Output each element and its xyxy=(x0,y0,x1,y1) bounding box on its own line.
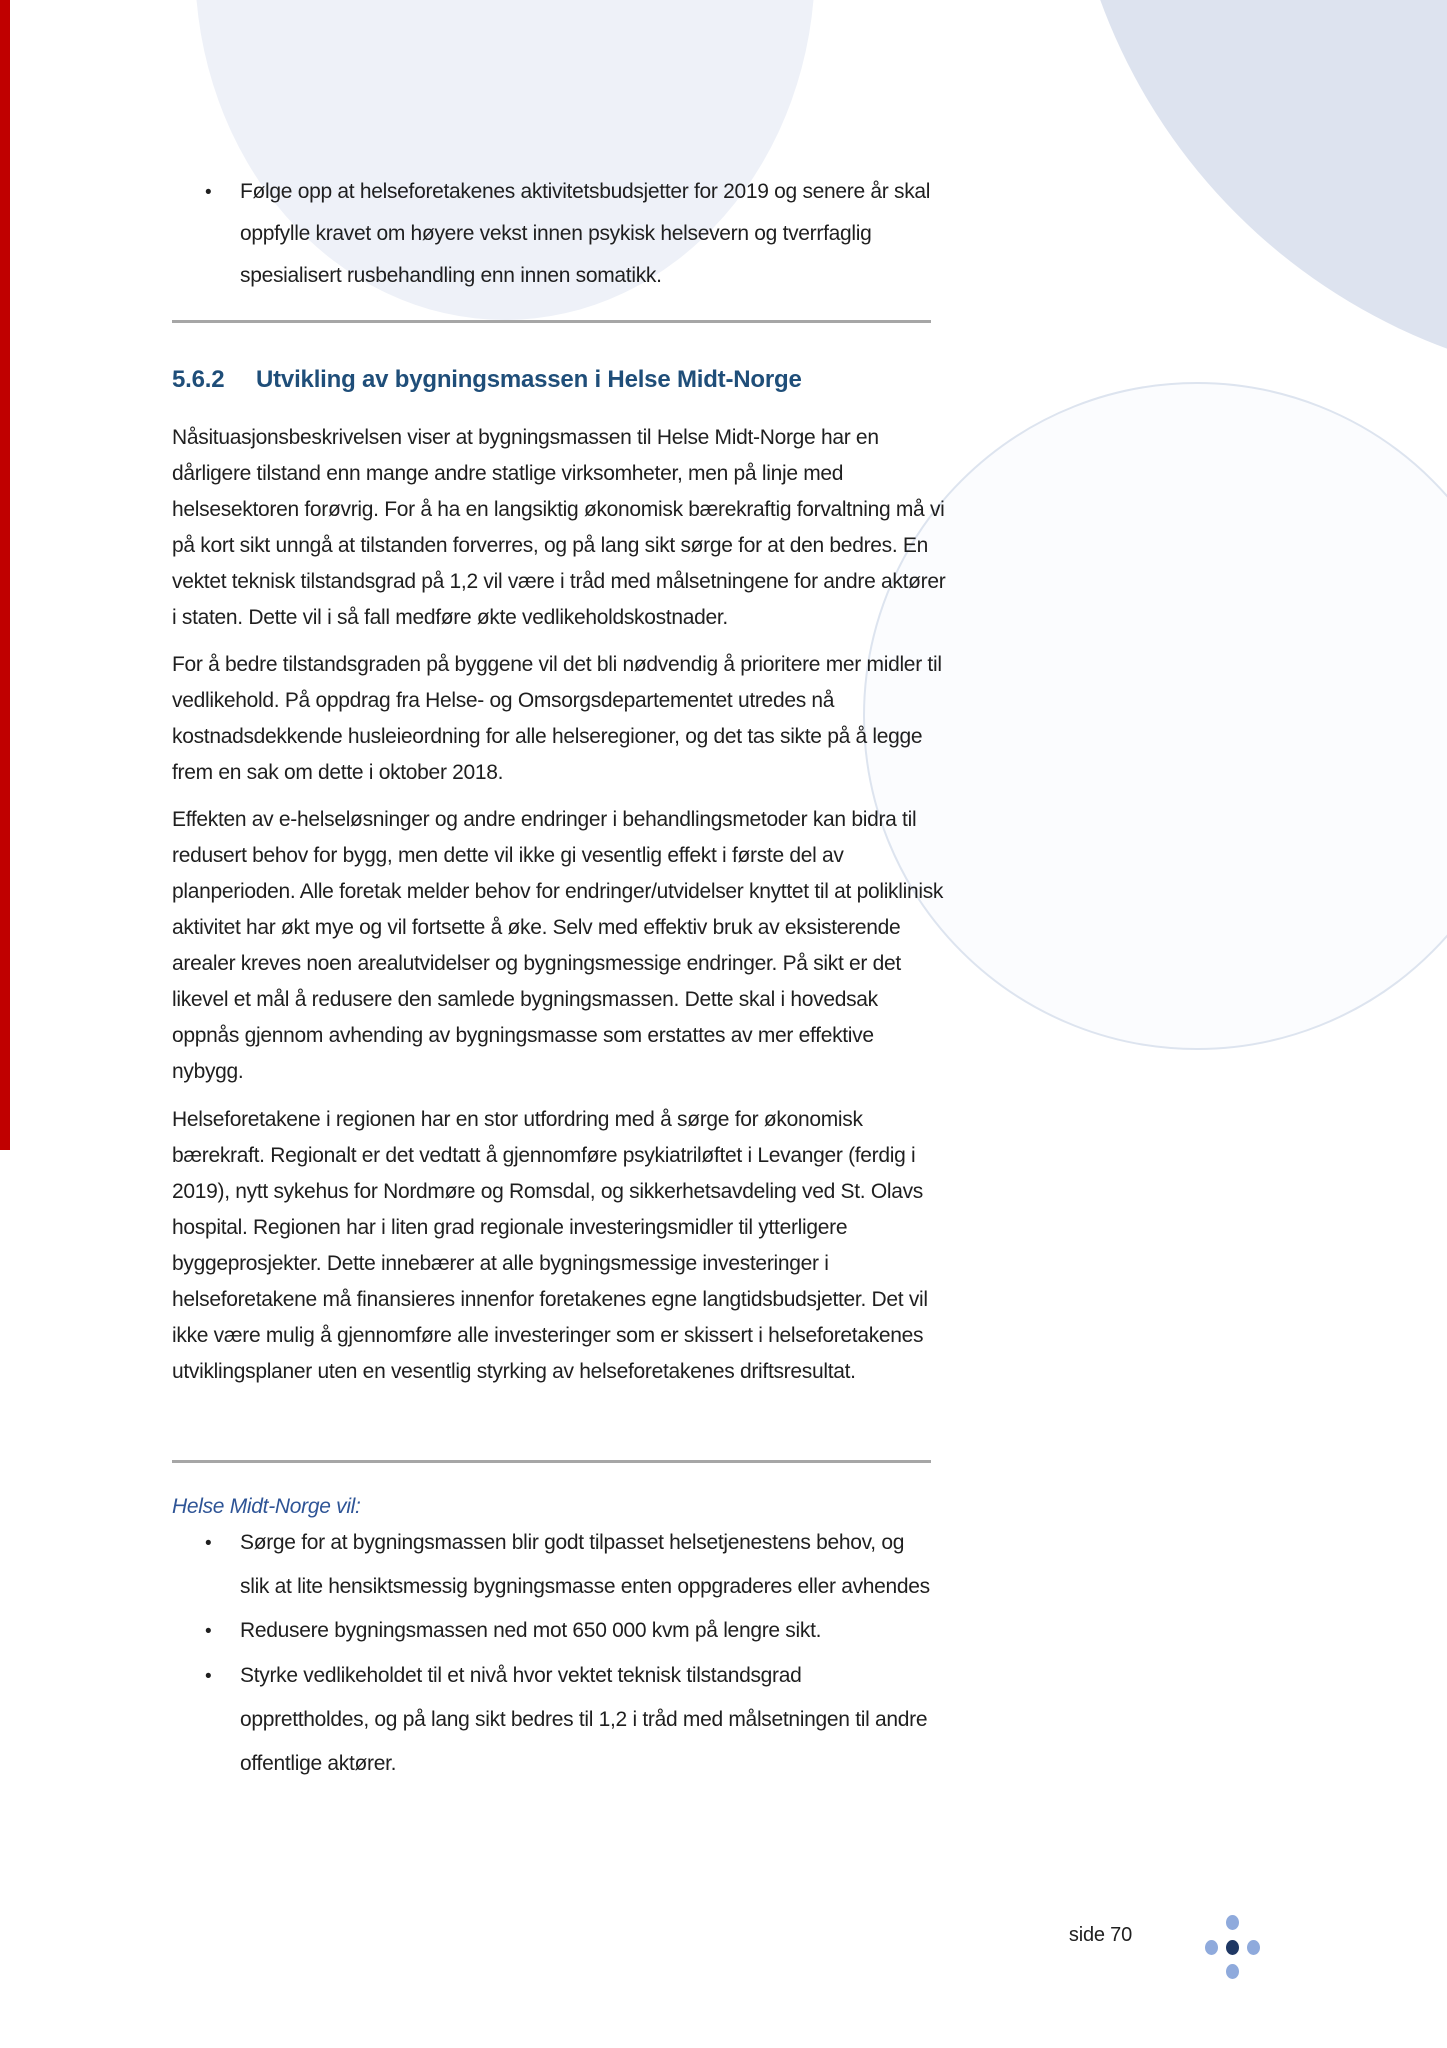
decorative-circle-right xyxy=(863,382,1447,1050)
logo-dot-left xyxy=(1205,1940,1218,1955)
goal-item-text: Sørge for at bygningsmassen blir godt tilpasset helsetjenestens behov, og slik at lite hensiktsmessig bygningsmasse enten oppgraderes eller avhendes xyxy=(240,1531,930,1598)
section-number: 5.6.2 xyxy=(172,366,225,393)
intro-bullet-text: Følge opp at helseforetakenes aktivitetsbudsjetter for 2019 og senere år skal oppfylle kravet om høyere vekst innen psykisk helsevern og tverrfaglig spesialisert rusbehandling enn innen somatikk. xyxy=(240,180,931,287)
goal-item-text: Styrke vedlikeholdet til et nivå hvor vektet teknisk tilstandsgrad opprettholdes, og på lang sikt bedres til 1,2 i tråd med målsetningen til andre offentlige aktører. xyxy=(240,1664,928,1775)
helse-midt-norge-dots-logo xyxy=(1203,1913,1263,1983)
decorative-circle-top-right xyxy=(1065,0,1447,385)
bullet-dot-icon: • xyxy=(205,182,212,203)
body-paragraph-2: For å bedre tilstandsgraden på byggene vil det bli nødvendig å prioritere mer midler til vedlikehold. På oppdrag fra Helse- og Omsorgsdepartementet utredes nå kostnadsdekkende husleieordning for alle helseregioner, og det tas sikte på å legge frem en sak om dette i oktober 2018. xyxy=(172,653,942,784)
logo-dot-right xyxy=(1247,1940,1260,1955)
goal-item xyxy=(172,1654,933,1786)
logo-dot-top xyxy=(1226,1915,1239,1930)
goal-item xyxy=(172,1609,933,1654)
goal-item xyxy=(172,1521,933,1609)
goal-item-text: Redusere bygningsmassen ned mot 650 000 kvm på lengre sikt. xyxy=(240,1619,822,1642)
body-paragraph-4: Helseforetakene i regionen har en stor utfordring med å sørge for økonomisk bærekraft. Regionalt er det vedtatt å gjennomføre psykiatriløftet i Levanger (ferdig i 2019), nytt sykehus for Nordmøre og Romsdal, og sikkerhetsavdeling ved St. Olavs hospital. Regionen har i liten grad regionale investeringsmidler til ytterligere byggeprosjekter. Dette innebærer at alle bygningsmessige investeringer i helseforetakene må finansieres innenfor foretakenes egne langtidsbudsjetter. Det vil ikke være mulig å gjennomføre alle investeringer som er skissert i helseforetakenes utviklingsplaner uten en vesentlig styrking av helseforetakenes driftsresultat. xyxy=(172,1108,928,1383)
left-edge-red-bar xyxy=(0,0,10,1150)
goals-lead: Helse Midt-Norge vil: xyxy=(172,1495,361,1518)
body-paragraph-1: Nåsituasjonsbeskrivelsen viser at bygningsmassen til Helse Midt-Norge har en dårligere tilstand enn mange andre statlige virksomheter, men på linje med helsesektoren forøvrig. For å ha en langsiktig økonomisk bærekraftig forvaltning må vi på kort sikt unngå at tilstanden forverres, og på lang sikt sørge for at den bedres. En vektet teknisk tilstandsgrad på 1,2 vil være i tråd med målsetningene for andre aktører i staten. Dette vil i så fall medføre økte vedlikeholdskostnader. xyxy=(172,426,946,629)
logo-dot-bottom xyxy=(1226,1964,1239,1979)
body-paragraph-3: Effekten av e-helseløsninger og andre endringer i behandlingsmetoder kan bidra til redusert behov for bygg, men dette vil ikke gi vesentlig effekt i første del av planperioden. Alle foretak melder behov for endringer/utvidelser knyttet til at poliklinisk aktivitet har økt mye og vil fortsette å øke. Selv med effektiv bruk av eksisterende arealer kreves noen arealutvidelser og bygningsmessige endringer. På sikt er det likevel et mål å redusere den samlede bygningsmassen. Dette skal i hovedsak oppnås gjennom avhending av bygningsmasse som erstattes av mer effektive nybygg. xyxy=(172,808,944,1083)
logo-dot-center xyxy=(1226,1940,1239,1955)
section-divider-top xyxy=(172,320,931,323)
bullet-dot-icon: • xyxy=(205,1621,212,1642)
page-number: side 70 xyxy=(1068,1924,1132,1946)
bullet-dot-icon: • xyxy=(205,1666,212,1687)
section-title: Utvikling av bygningsmassen i Helse Midt-Norge xyxy=(256,366,802,393)
section-divider-bottom xyxy=(172,1460,931,1463)
bullet-dot-icon: • xyxy=(205,1533,212,1554)
intro-bullet-item xyxy=(172,171,933,297)
goals-list xyxy=(172,1521,933,1786)
section-heading xyxy=(172,365,1072,395)
